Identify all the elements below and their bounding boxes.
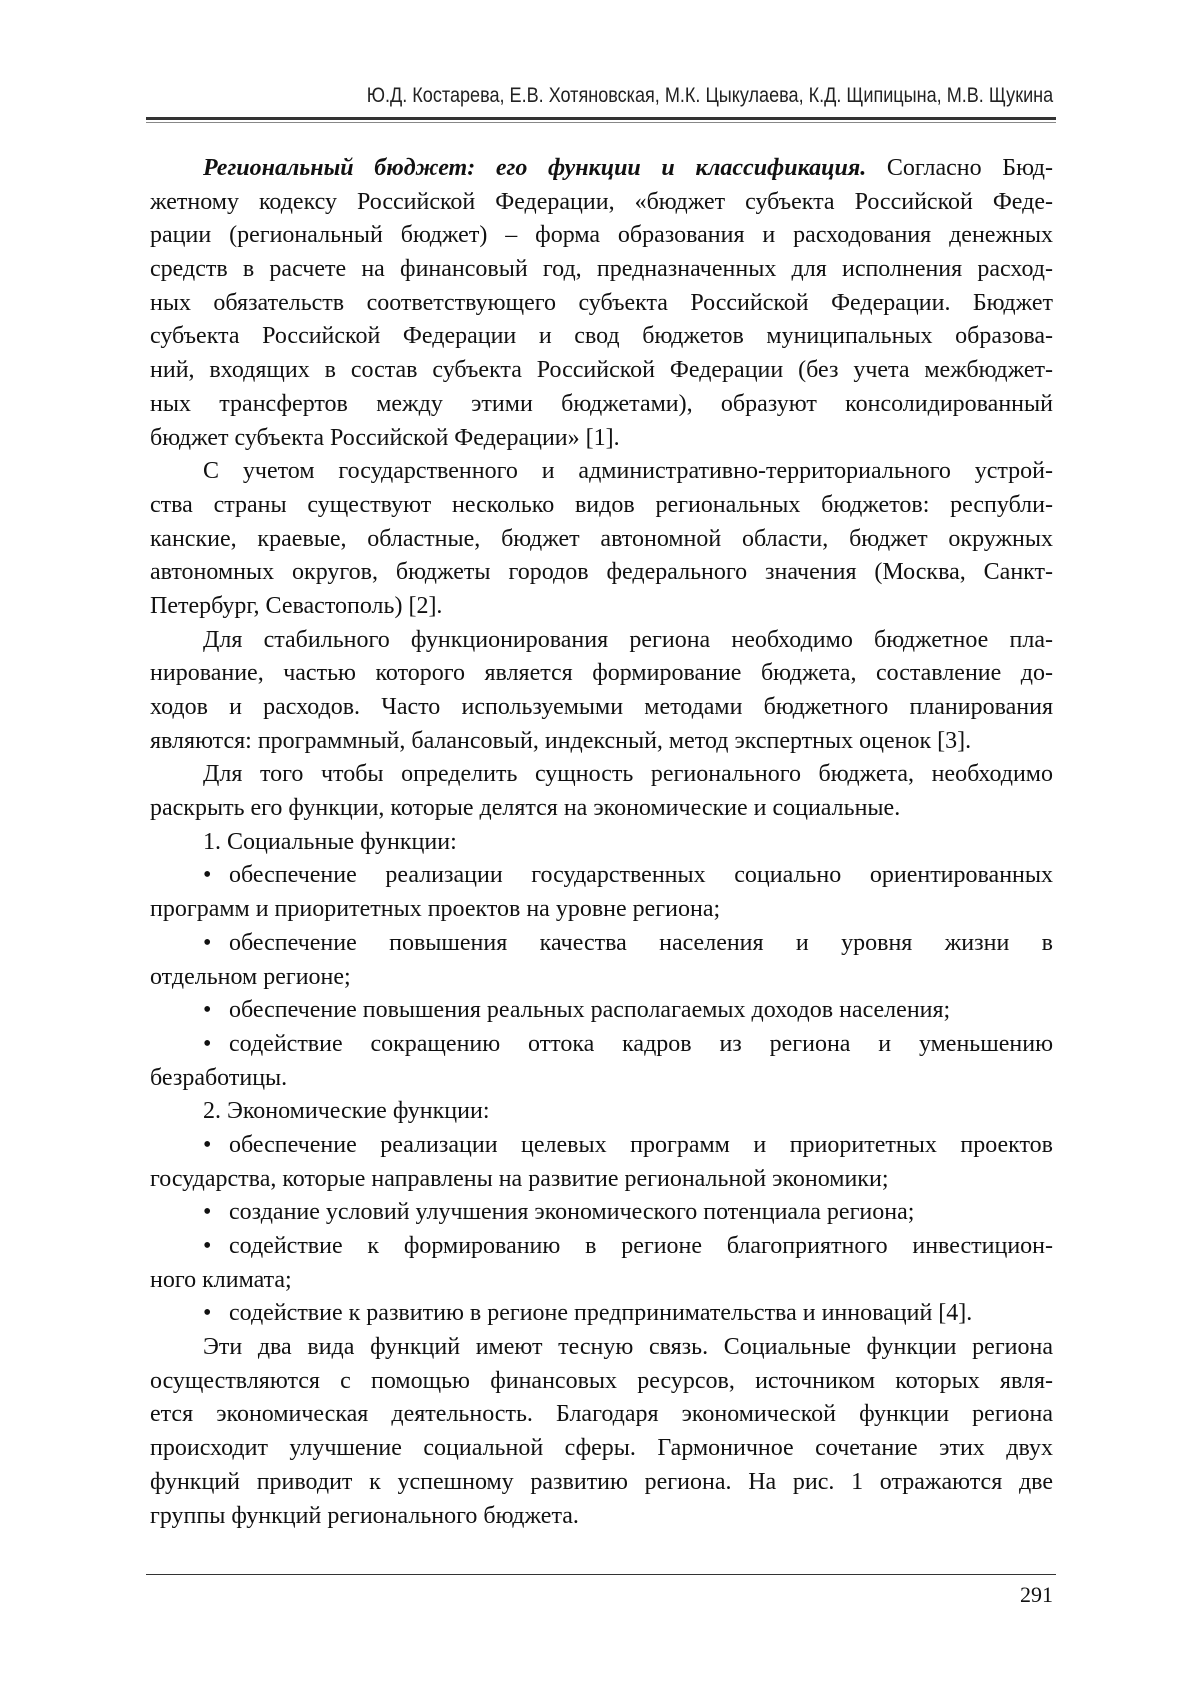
paragraph [150, 624, 1053, 759]
text-line [150, 725, 1053, 759]
line-text: средств в расчете на финансовый год, предназначенных для исполнения расход- [150, 256, 1053, 283]
line-text: содействие к формированию в регионе благоприятного инвестицион- [229, 1233, 1053, 1259]
line-text: ний, входящих в состав субъекта Российской Федерации (без учета межбюджет- [150, 357, 1053, 384]
line-text: раскрыть его функции, которые делятся на экономические и социальные. [150, 795, 901, 822]
text-line [150, 1432, 1053, 1466]
page-number: 291 [1020, 1582, 1053, 1607]
text-line [150, 1028, 1053, 1062]
text-line [150, 859, 1053, 893]
bullet-icon: • [203, 1131, 212, 1158]
line-text: осуществляются с помощью финансовых ресурсов, источником которых явля- [150, 1367, 1053, 1394]
text-line [150, 1500, 1053, 1534]
bullet-item [150, 1196, 1053, 1230]
bullet-item [150, 1028, 1053, 1095]
line-text: программ и приоритетных проектов на уровне региона; [150, 896, 721, 923]
header-rule-thin [146, 122, 1056, 123]
line-text: создание условий улучшения экономического потенциала региона; [229, 1199, 915, 1226]
line-text: являются: программный, балансовый, индексный, метод экспертных оценок [3]. [150, 727, 972, 754]
line-text: содействие сокращению оттока кадров из региона и уменьшению [229, 1030, 1053, 1057]
paragraph [150, 1095, 1053, 1129]
line-text: отдельном регионе; [150, 963, 351, 990]
bullet-icon: • [203, 1199, 212, 1226]
section-lead: Региональный бюджет: его функции и классификация. [203, 155, 867, 181]
bullet-item [150, 1230, 1053, 1297]
text-line [150, 826, 1053, 860]
line-text: безработицы. [150, 1064, 288, 1091]
paragraph [150, 152, 1053, 455]
line-text: государства, которые направлены на развитие региональной экономики; [150, 1165, 889, 1192]
running-title: Ю.Д. Костарева, Е.В. Хотяновская, М.К. Цыкулаева, К.Д. Щипицына, М.В. Щукина [366, 84, 1053, 107]
text-line [150, 388, 1053, 422]
line-text: 2. Экономические функции: [203, 1098, 490, 1125]
text-line [150, 219, 1053, 253]
line-text: группы функций регионального бюджета. [150, 1502, 579, 1529]
bullet-item [150, 927, 1053, 994]
text-line [150, 893, 1053, 927]
text-line [150, 186, 1053, 220]
line-text: ных трансфертов между этими бюджетами), образуют консолидированный [150, 390, 1053, 417]
line-text: рации (региональный бюджет) – форма образования и расходования денежных [150, 222, 1053, 249]
bullet-item [150, 1129, 1053, 1196]
line-text: нирование, частью которого является формирование бюджета, составление до- [150, 660, 1053, 687]
line-text: Для стабильного функционирования региона необходимо бюджетное пла- [203, 626, 1053, 653]
line-text: ного климата; [150, 1266, 292, 1293]
bullet-icon: • [203, 929, 212, 956]
line-text: ется экономическая деятельность. Благодаря экономической функции региона [150, 1401, 1053, 1428]
bullet-icon: • [203, 1300, 212, 1327]
text-line [150, 1095, 1053, 1129]
text-line [150, 354, 1053, 388]
text-line [150, 253, 1053, 287]
line-text: Для того чтобы определить сущность регионального бюджета, необходимо [203, 761, 1053, 788]
text-line [150, 320, 1053, 354]
line-text: содействие к развитию в регионе предпринимательства и инноваций [4]. [229, 1300, 973, 1327]
body-text [150, 152, 1053, 1533]
text-line [150, 994, 1053, 1028]
line-text: обеспечение реализации целевых программ и приоритетных проектов [229, 1131, 1053, 1158]
paragraph [150, 1331, 1053, 1533]
line-text: ства страны существуют несколько видов региональных бюджетов: республи- [150, 491, 1053, 518]
line-text: Согласно Бюд- [866, 155, 1053, 181]
paragraph [150, 455, 1053, 623]
text-line [150, 792, 1053, 826]
text-line [150, 1264, 1053, 1298]
line-text: ных обязательств соответствующего субъекта Российской Федерации. Бюджет [150, 289, 1053, 316]
line-text: обеспечение повышения реальных располагаемых доходов населения; [229, 997, 951, 1024]
bullet-icon: • [203, 862, 212, 889]
bullet-icon: • [203, 997, 212, 1024]
text-line [150, 691, 1053, 725]
text-line [150, 287, 1053, 321]
text-line [150, 590, 1053, 624]
bullet-item [150, 1297, 1053, 1331]
line-text: ходов и расходов. Часто используемыми методами бюджетного планирования [150, 694, 1053, 720]
text-line [150, 657, 1053, 691]
text-line [150, 152, 1053, 186]
paragraph [150, 826, 1053, 860]
line-text: происходит улучшение социальной сферы. Гармоничное сочетание этих двух [150, 1435, 1053, 1462]
paragraph [150, 758, 1053, 825]
line-text: 1. Социальные функции: [203, 828, 457, 855]
text-line [150, 523, 1053, 557]
bullet-icon: • [203, 1030, 212, 1057]
text-line [150, 1062, 1053, 1096]
bullet-item [150, 994, 1053, 1028]
text-line [150, 1398, 1053, 1432]
line-text: бюджет субъекта Российской Федерации» [1]. [150, 424, 620, 451]
footer-rule [146, 1574, 1056, 1575]
bullet-item [150, 859, 1053, 926]
text-line [150, 1129, 1053, 1163]
line-text: Эти два вида функций имеют тесную связь. Социальные функции региона [203, 1334, 1053, 1361]
header-rule [146, 117, 1056, 120]
line-text: канские, краевые, областные, бюджет автономной области, бюджет окружных [150, 525, 1053, 552]
text-line [150, 422, 1053, 456]
line-text: обеспечение повышения качества населения и уровня жизни в [229, 929, 1053, 956]
bullet-icon: • [203, 1233, 212, 1259]
line-text: субъекта Российской Федерации и свод бюджетов муниципальных образова- [150, 323, 1053, 350]
line-text: обеспечение реализации государственных социально ориентированных [229, 862, 1053, 889]
text-line [150, 489, 1053, 523]
text-line [150, 556, 1053, 590]
text-line [150, 1331, 1053, 1365]
text-line [150, 961, 1053, 995]
text-line [150, 927, 1053, 961]
line-text: жетному кодексу Российской Федерации, «бюджет субъекта Российской Феде- [150, 188, 1053, 215]
running-header [150, 84, 1053, 112]
text-line [150, 1230, 1053, 1264]
text-line [150, 758, 1053, 792]
text-line [150, 455, 1053, 489]
text-line [150, 1466, 1053, 1500]
text-line [150, 624, 1053, 658]
line-text: Петербург, Севастополь) [2]. [150, 592, 443, 619]
text-line [150, 1365, 1053, 1399]
text-line [150, 1196, 1053, 1230]
line-text: автономных округов, бюджеты городов федерального значения (Москва, Санкт- [150, 559, 1053, 586]
text-line [150, 1163, 1053, 1197]
line-text: С учетом государственного и административно-территориального устрой- [203, 458, 1053, 485]
text-line [150, 1297, 1053, 1331]
line-text: функций приводит к успешному развитию региона. На рис. 1 отражаются две [150, 1468, 1053, 1495]
